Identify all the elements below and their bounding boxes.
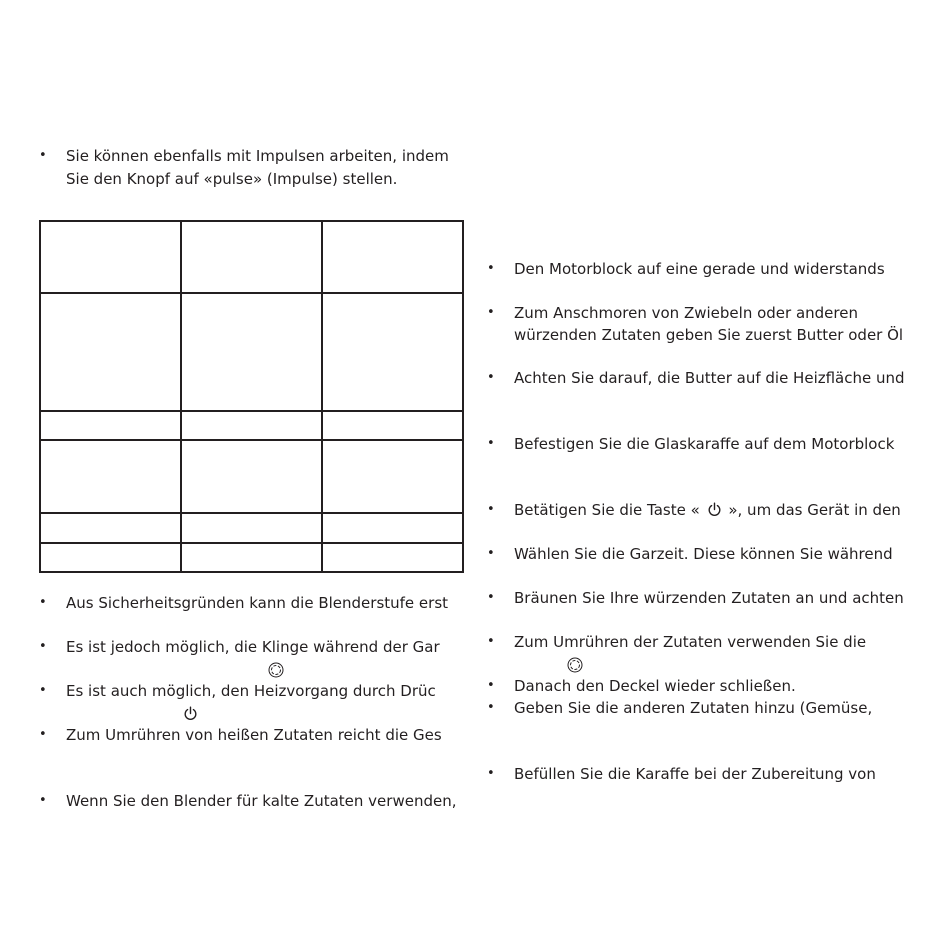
list-item-text: Aus Sicherheitsgründen kann die Blenderstufe erst <box>66 594 449 612</box>
bullet: • <box>487 502 495 517</box>
table-row <box>40 411 463 440</box>
list-item-text-line-2: würzenden Zutaten geben Sie zuerst Butter oder Öl <box>514 326 904 344</box>
table-row <box>40 543 463 572</box>
list-item-text: Achten Sie darauf, die Butter auf die Heizfläche und <box>514 369 905 387</box>
list-item-text <box>514 499 901 523</box>
table-cell <box>181 513 322 543</box>
list-item-text: Es ist auch möglich, den Heizvorgang durch Drüc <box>66 682 436 700</box>
list-item-text: Zum Umrühren von heißen Zutaten reicht die Ges <box>66 726 442 744</box>
table-cell <box>322 440 463 513</box>
bullet: • <box>39 595 47 610</box>
bullet: • <box>487 678 495 693</box>
table-cell <box>40 513 181 543</box>
list-item-text: Es ist jedoch möglich, die Klinge während der Gar <box>66 638 440 656</box>
bullet: • <box>39 148 47 163</box>
table-row <box>40 513 463 543</box>
bullet: • <box>39 639 47 654</box>
table-cell <box>181 543 322 572</box>
bullet: • <box>487 766 495 781</box>
settings-table <box>39 220 464 573</box>
list-item-text: Zum Umrühren der Zutaten verwenden Sie die <box>514 633 867 651</box>
intro-paragraph <box>39 145 469 191</box>
bullet: • <box>487 261 495 276</box>
bullet: • <box>39 793 47 808</box>
list-item-text: Befüllen Sie die Karaffe bei der Zubereitung von <box>514 765 876 783</box>
list-item-text: Danach den Deckel wieder schließen. <box>514 677 796 695</box>
table-row <box>40 293 463 411</box>
table-row <box>40 221 463 293</box>
power-icon <box>707 501 722 523</box>
table-cell <box>181 221 322 293</box>
table-cell <box>181 411 322 440</box>
table-cell <box>40 543 181 572</box>
list-item-text: Bräunen Sie Ihre würzenden Zutaten an und achten <box>514 589 904 607</box>
intro-line-2: Sie den Knopf auf «pulse» (Impulse) stellen. <box>66 170 398 188</box>
list-item-text: Wenn Sie den Blender für kalte Zutaten verwenden, <box>66 792 457 810</box>
list-item-text: Befestigen Sie die Glaskaraffe auf dem Motorblock <box>514 435 895 453</box>
table-cell <box>322 513 463 543</box>
table-cell <box>322 221 463 293</box>
table-cell <box>322 411 463 440</box>
table-cell <box>322 293 463 411</box>
table-cell <box>322 543 463 572</box>
text-after-icon: », um das Gerät in den <box>728 501 901 519</box>
table-cell <box>181 440 322 513</box>
intro-line-1: Sie können ebenfalls mit Impulsen arbeiten, indem <box>66 147 449 165</box>
table-cell <box>181 293 322 411</box>
bullet: • <box>487 436 495 451</box>
bullet: • <box>487 305 495 320</box>
stir-icon <box>567 657 583 673</box>
table-cell <box>40 293 181 411</box>
text-before-icon: Betätigen Sie die Taste « <box>514 501 700 519</box>
power-icon <box>183 706 198 721</box>
table-cell <box>40 221 181 293</box>
bullet: • <box>487 634 495 649</box>
table-cell <box>40 440 181 513</box>
list-item-text: Den Motorblock auf eine gerade und widerstands <box>514 260 885 278</box>
table-cell <box>40 411 181 440</box>
list-item-text: Wählen Sie die Garzeit. Diese können Sie während <box>514 545 893 563</box>
stir-icon <box>268 662 284 678</box>
bullet: • <box>39 727 47 742</box>
list-item-text: Geben Sie die anderen Zutaten hinzu (Gemüse, <box>514 699 873 717</box>
list-item-text-line-1: Zum Anschmoren von Zwiebeln oder anderen <box>514 304 858 322</box>
bullet: • <box>487 546 495 561</box>
bullet: • <box>487 370 495 385</box>
bullet: • <box>487 700 495 715</box>
bullet: • <box>39 683 47 698</box>
table-row <box>40 440 463 513</box>
bullet: • <box>487 590 495 605</box>
